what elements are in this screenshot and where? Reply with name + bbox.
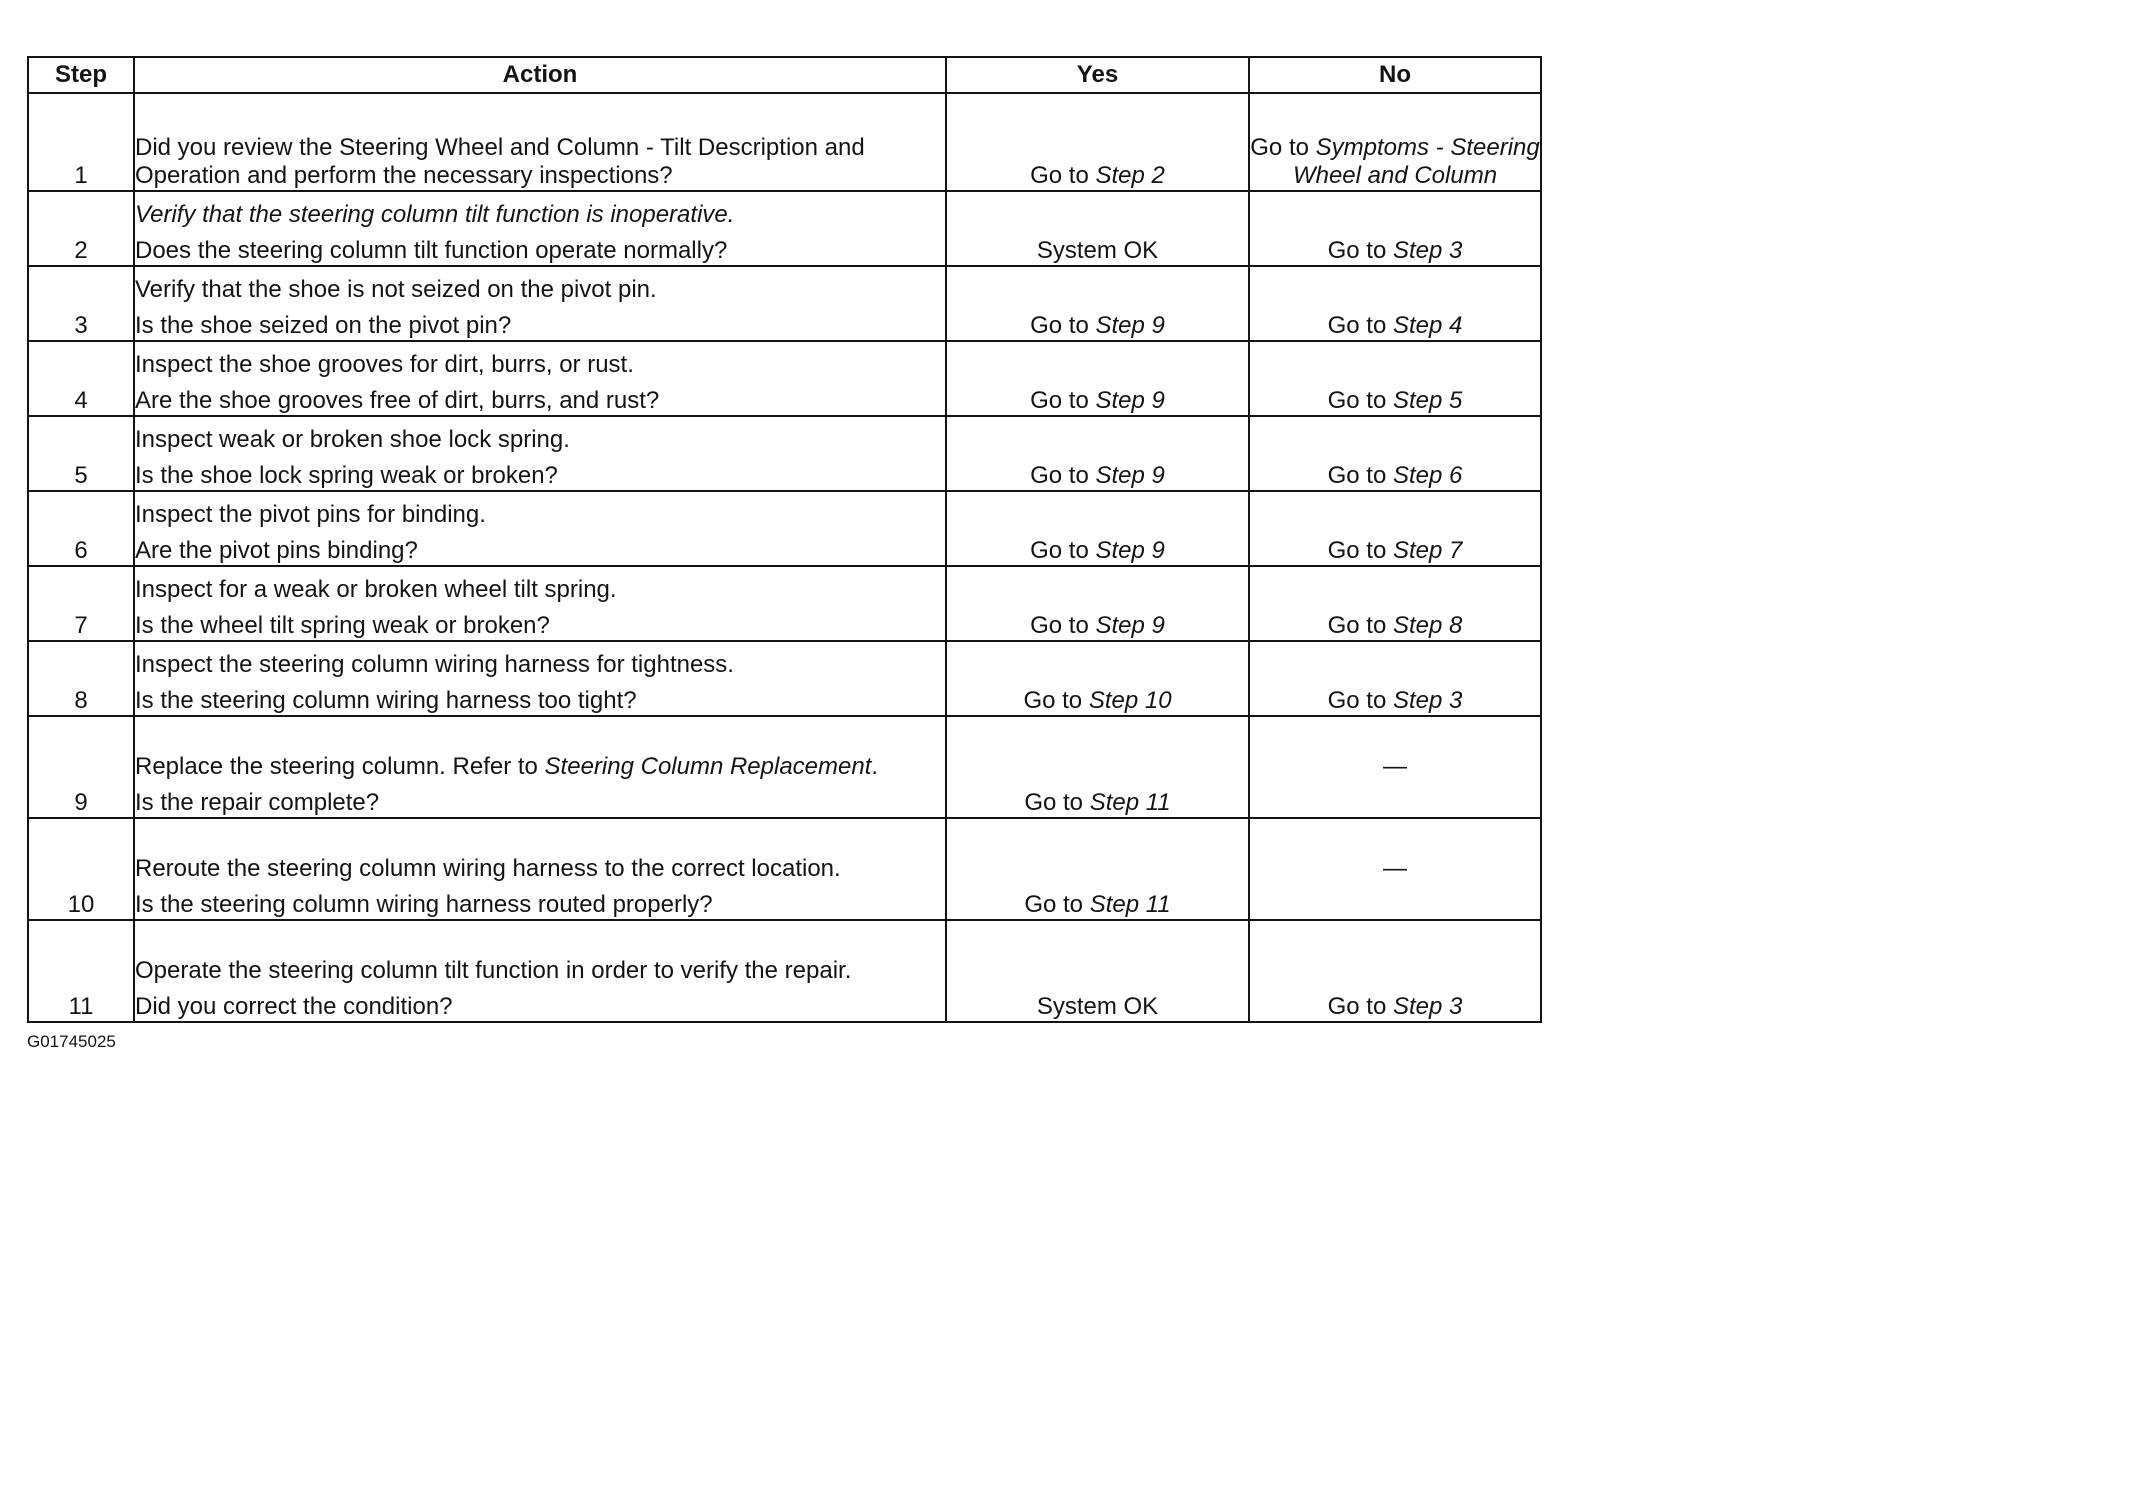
yes-cell: [946, 191, 1249, 266]
header-row: [28, 57, 1541, 93]
action-cell: [134, 93, 946, 191]
yes-cell: [946, 818, 1249, 920]
question-text: Are the pivot pins binding?: [135, 537, 418, 564]
no-reference: Step 8: [1392, 612, 1463, 639]
no-cell: [1249, 920, 1541, 1022]
yes-reference: Step 11: [1089, 789, 1171, 816]
action-suffix: .: [871, 753, 879, 780]
step-number: 1: [28, 93, 134, 191]
no-reference: Step 7: [1392, 537, 1463, 564]
table-row: [28, 920, 1541, 1022]
no-prefix: Go to: [1327, 687, 1393, 714]
action-text: Verify that the shoe is not seized on the pivot pin.: [135, 276, 657, 303]
no-cell: [1249, 716, 1541, 818]
no-cell: [1249, 416, 1541, 491]
yes-reference: Step 9: [1095, 387, 1165, 414]
yes-cell: [946, 566, 1249, 641]
yes-prefix: System OK: [1036, 237, 1159, 264]
no-cell: [1249, 93, 1541, 191]
action-prefix: Replace the steering column. Refer to: [135, 753, 545, 780]
yes-reference: Step 2: [1095, 162, 1165, 189]
no-cell: [1249, 191, 1541, 266]
yes-prefix: Go to: [1023, 687, 1089, 714]
step-number: 10: [28, 818, 134, 920]
yes-prefix: Go to: [1030, 312, 1096, 339]
step-number: 5: [28, 416, 134, 491]
action-text: Inspect for a weak or broken wheel tilt spring.: [135, 576, 617, 603]
no-reference: Step 3: [1392, 237, 1463, 264]
question-text: Did you correct the condition?: [135, 993, 453, 1020]
no-cell: [1249, 341, 1541, 416]
action-cell: [134, 566, 946, 641]
figure-id: G01745025: [27, 1032, 116, 1051]
yes-reference: Step 11: [1089, 891, 1171, 918]
step-number: 2: [28, 191, 134, 266]
no-cell: [1249, 491, 1541, 566]
step-number: 4: [28, 341, 134, 416]
action-text: Did you review the Steering Wheel and Column - Tilt Description and Operation and perform the necessary inspections?: [135, 134, 865, 189]
action-cell: [134, 416, 946, 491]
no-cell: [1249, 566, 1541, 641]
table-row: [28, 266, 1541, 341]
action-cell: [134, 641, 946, 716]
yes-cell: [946, 93, 1249, 191]
table-row: [28, 818, 1541, 920]
table-row: [28, 491, 1541, 566]
yes-prefix: System OK: [1036, 993, 1159, 1020]
action-text: Inspect the pivot pins for binding.: [135, 501, 486, 528]
action-cell: [134, 491, 946, 566]
yes-cell: [946, 266, 1249, 341]
header-yes: Yes: [946, 57, 1249, 93]
yes-reference: Step 9: [1095, 462, 1165, 489]
table-row: [28, 93, 1541, 191]
yes-reference: Step 9: [1095, 312, 1165, 339]
yes-reference: Step 9: [1095, 537, 1165, 564]
action-cell: [134, 191, 946, 266]
yes-prefix: Go to: [1030, 537, 1096, 564]
yes-prefix: Go to: [1030, 387, 1096, 414]
yes-cell: [946, 341, 1249, 416]
step-number: 8: [28, 641, 134, 716]
yes-cell: [946, 920, 1249, 1022]
question-text: Is the shoe lock spring weak or broken?: [135, 462, 558, 489]
no-prefix: Go to: [1327, 612, 1393, 639]
no-reference: Step 6: [1392, 462, 1463, 489]
yes-cell: [946, 416, 1249, 491]
question-text: Is the steering column wiring harness routed properly?: [135, 891, 713, 918]
action-text: Inspect weak or broken shoe lock spring.: [135, 426, 570, 453]
diagnostic-table: [27, 56, 1542, 1023]
yes-prefix: Go to: [1030, 462, 1096, 489]
yes-prefix: Go to: [1030, 162, 1096, 189]
no-dash: —: [1383, 855, 1407, 882]
no-prefix: Go to: [1250, 134, 1316, 161]
yes-prefix: Go to: [1030, 612, 1096, 639]
no-prefix: Go to: [1327, 462, 1393, 489]
action-cell: [134, 818, 946, 920]
no-prefix: Go to: [1327, 387, 1393, 414]
question-text: Is the wheel tilt spring weak or broken?: [135, 612, 550, 639]
yes-cell: [946, 491, 1249, 566]
action-cell: [134, 341, 946, 416]
table-row: [28, 191, 1541, 266]
table-row: [28, 641, 1541, 716]
question-text: Is the repair complete?: [135, 789, 380, 816]
action-cell: [134, 716, 946, 818]
question-text: Are the shoe grooves free of dirt, burrs, and rust?: [135, 387, 660, 414]
action-text: Inspect the steering column wiring harness for tightness.: [135, 651, 734, 678]
header-step: Step: [28, 57, 134, 93]
no-prefix: Go to: [1327, 537, 1393, 564]
table-row: [28, 416, 1541, 491]
yes-cell: [946, 641, 1249, 716]
action-cell: [134, 920, 946, 1022]
action-reference: Steering Column Replacement: [544, 753, 872, 780]
no-reference: Step 3: [1392, 687, 1463, 714]
step-number: 11: [28, 920, 134, 1022]
no-dash: —: [1383, 753, 1407, 780]
no-prefix: Go to: [1327, 312, 1393, 339]
yes-reference: Step 10: [1088, 687, 1172, 714]
action-cell: [134, 266, 946, 341]
question-text: Does the steering column tilt function operate normally?: [135, 237, 728, 264]
no-reference: Step 3: [1392, 993, 1463, 1020]
action-text: Operate the steering column tilt function in order to verify the repair.: [135, 957, 852, 984]
question-text: Is the steering column wiring harness too tight?: [135, 687, 637, 714]
no-cell: [1249, 818, 1541, 920]
no-reference: Symptoms - Steering Wheel and Column: [1292, 134, 1540, 189]
step-number: 9: [28, 716, 134, 818]
no-reference: Step 4: [1392, 312, 1463, 339]
table-row: [28, 566, 1541, 641]
action-text: Inspect the shoe grooves for dirt, burrs, or rust.: [135, 351, 634, 378]
action-text: Verify that the steering column tilt function is inoperative.: [135, 201, 735, 228]
action-text: Reroute the steering column wiring harness to the correct location.: [135, 855, 841, 882]
action-text: [135, 753, 945, 781]
no-cell: [1249, 641, 1541, 716]
yes-prefix: Go to: [1024, 789, 1090, 816]
yes-reference: Step 9: [1095, 612, 1165, 639]
no-prefix: Go to: [1327, 237, 1393, 264]
no-cell: [1249, 266, 1541, 341]
header-action: Action: [134, 57, 946, 93]
step-number: 6: [28, 491, 134, 566]
step-number: 3: [28, 266, 134, 341]
question-text: Is the shoe seized on the pivot pin?: [135, 312, 512, 339]
yes-prefix: Go to: [1024, 891, 1090, 918]
yes-cell: [946, 716, 1249, 818]
header-no: No: [1249, 57, 1541, 93]
no-reference: Step 5: [1392, 387, 1463, 414]
no-prefix: Go to: [1327, 993, 1393, 1020]
table-row: [28, 716, 1541, 818]
step-number: 7: [28, 566, 134, 641]
table-row: [28, 341, 1541, 416]
